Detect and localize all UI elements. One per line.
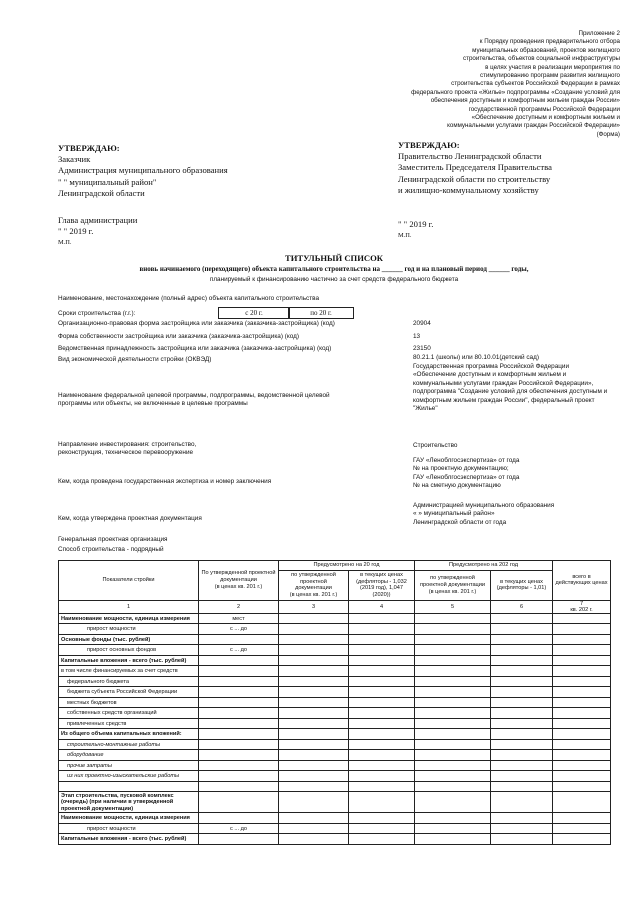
row-cell <box>491 739 553 750</box>
investment-value: Строительство <box>413 442 458 449</box>
row-label: прирост мощности <box>59 823 199 834</box>
stamp-place: М.П. <box>58 239 72 247</box>
row-label: Основные фонды (тыс. рублей) <box>59 634 199 645</box>
table-row <box>59 771 611 782</box>
row-cell <box>279 708 349 719</box>
row-cell <box>349 718 415 729</box>
table-row <box>59 676 611 687</box>
row-doc-value <box>199 697 279 708</box>
row-cell <box>491 676 553 687</box>
col-number: 5 <box>415 600 491 613</box>
expertise-line: ГАУ «Леноблгосэкспертиза» от года <box>413 473 520 481</box>
row-label: оборудование <box>59 750 199 761</box>
table-body <box>59 613 611 844</box>
row-cell <box>349 687 415 698</box>
field-departmental-value: 23150 <box>413 345 431 352</box>
row-doc-value <box>199 655 279 666</box>
row-cell <box>415 823 491 834</box>
approve-left-sign <box>58 215 318 249</box>
approve-left-line: Заказчик <box>58 154 91 165</box>
row-cell <box>553 792 611 813</box>
period-from: с 20 г. <box>218 307 290 319</box>
row-cell <box>349 781 415 792</box>
approval-line: « » муниципальный район» <box>413 510 495 518</box>
row-label: местных бюджетов <box>59 697 199 708</box>
row-cell <box>349 760 415 771</box>
appendix-line: коммунальными услугами граждан Российской Федерации» <box>447 122 620 130</box>
row-cell <box>349 792 415 813</box>
row-cell <box>349 813 415 824</box>
field-ownership: Форма собственности застройщика или заказчика (заказчика-застройщика) (код) <box>58 333 300 340</box>
appendix-line: «Обеспечение доступным и комфортным жильем и <box>471 114 620 122</box>
row-cell <box>491 718 553 729</box>
approve-right-line: и жилищно-коммунальному хозяйству <box>398 184 539 195</box>
header-plan1-doc <box>279 570 349 600</box>
col-number: 6 <box>491 600 553 613</box>
row-label: строительно-монтажные работы <box>59 739 199 750</box>
header-total <box>553 561 611 601</box>
approve-right-line: Заместитель Председателя Правительства <box>398 162 552 173</box>
row-cell <box>553 624 611 635</box>
appendix-line: в целях участия в реализации мероприятия по <box>485 63 620 71</box>
row-doc-value <box>199 708 279 719</box>
table-row <box>59 760 611 771</box>
row-cell <box>553 781 611 792</box>
row-cell <box>349 729 415 740</box>
row-cell <box>279 687 349 698</box>
row-label: Наименование мощности, единица измерения <box>59 613 199 624</box>
header-plan-year1: Предусмотрено на 20 год <box>279 561 415 571</box>
table-row <box>59 813 611 824</box>
approval-line: Администрацией муниципального образования <box>413 502 555 509</box>
row-cell <box>279 760 349 771</box>
row-cell <box>415 655 491 666</box>
appendix-line: (Форма) <box>596 130 620 138</box>
total-unit: кв. 202 г. <box>570 606 593 613</box>
row-cell <box>415 687 491 698</box>
expertise-label: Кем, когда проведена государственная экспертиза и номер заключения <box>58 478 272 485</box>
row-label: прочие затраты <box>59 760 199 771</box>
field-okved: Вид экономической деятельности стройки (ОКВЭД) <box>58 356 212 363</box>
row-cell <box>415 750 491 761</box>
row-cell <box>279 697 349 708</box>
row-cell <box>349 613 415 624</box>
row-cell <box>279 624 349 635</box>
row-doc-value: мест <box>199 613 279 624</box>
col-number: 2 <box>199 600 279 613</box>
approve-right-title: УТВЕРЖДАЮ: <box>398 140 460 150</box>
header-indicators: Показатели стройки <box>59 561 199 601</box>
row-label: Капитальные вложения - всего (тыс. рублей) <box>59 655 199 666</box>
appendix-line: строительства, объектов социальной инфраструктуры <box>463 55 620 63</box>
row-cell <box>349 739 415 750</box>
col-number-value: 7 <box>579 600 584 607</box>
table-row <box>59 655 611 666</box>
row-doc-value <box>199 676 279 687</box>
appendix-line: Приложение 2 <box>578 30 620 37</box>
row-cell <box>279 729 349 740</box>
approval-value <box>413 502 613 527</box>
row-cell <box>491 708 553 719</box>
row-cell <box>491 634 553 645</box>
header-plan2-doc <box>415 570 491 600</box>
row-cell <box>553 634 611 645</box>
row-doc-value <box>199 634 279 645</box>
header-plan2-doc-unit: (в ценах кв. 201 г.) <box>428 588 477 595</box>
appendix-block <box>330 30 620 139</box>
approve-left-line: Администрация муниципального образования <box>58 165 228 176</box>
field-terms: Сроки строительства (г.г.): <box>58 310 136 317</box>
row-cell <box>415 781 491 792</box>
row-cell <box>553 834 611 845</box>
row-cell <box>349 771 415 782</box>
table-row <box>59 687 611 698</box>
appendix-line: стимулированию программ развития жилищного <box>479 72 620 80</box>
expertise-line: № на сметную документацию <box>413 482 501 490</box>
table-row <box>59 613 611 624</box>
row-cell <box>415 624 491 635</box>
field-departmental: Ведомственная принадлежность застройщика или заказчика (заказчика-застройщика) (код) <box>58 345 332 352</box>
field-object-name: Наименование, местонахождение (полный адрес) объекта капитального строительства <box>58 295 320 302</box>
row-cell <box>553 813 611 824</box>
col-number <box>553 600 611 613</box>
row-label: Из общего объема капитальных вложений: <box>59 729 199 740</box>
row-cell <box>553 645 611 656</box>
approve-left-title: УТВЕРЖДАЮ: <box>58 143 120 153</box>
row-doc-value <box>199 750 279 761</box>
approve-left <box>58 143 318 199</box>
row-label: прирост основных фондов <box>59 645 199 656</box>
row-cell <box>349 834 415 845</box>
construction-method: Способ строительства - подрядный <box>58 546 164 553</box>
row-cell <box>491 834 553 845</box>
row-cell <box>491 792 553 813</box>
row-doc-value <box>199 687 279 698</box>
row-cell <box>553 771 611 782</box>
row-cell <box>553 750 611 761</box>
row-cell <box>415 697 491 708</box>
row-cell <box>553 676 611 687</box>
header-plan1-doc-unit: (в ценах кв. 201 г.) <box>289 592 338 599</box>
approve-right-line: Ленинградской области по строительству <box>398 173 551 184</box>
row-cell <box>279 792 349 813</box>
row-cell <box>491 729 553 740</box>
program-value: Государственная программа Российской Федерации «Обеспечение доступным и комфортным жильем и коммунальными услугами граждан Российской Федерации», подпрограмма "Создание условий для обеспечения доступным и комфортным жильем граждан России", федеральный проект "Жилье" <box>413 363 608 413</box>
row-label: прирост мощности <box>59 624 199 635</box>
period-to: по 20 г. <box>288 307 354 319</box>
row-cell <box>279 771 349 782</box>
row-cell <box>415 718 491 729</box>
field-legal-form: Организационно-правовая форма застройщика или заказчика (заказчика-застройщика) (код) <box>58 320 335 327</box>
row-cell <box>491 750 553 761</box>
row-cell <box>553 697 611 708</box>
row-cell <box>553 823 611 834</box>
row-cell <box>415 666 491 677</box>
table-row <box>59 718 611 729</box>
row-cell <box>279 813 349 824</box>
row-cell <box>279 655 349 666</box>
row-cell <box>491 645 553 656</box>
row-cell <box>349 634 415 645</box>
row-cell <box>491 624 553 635</box>
row-cell <box>415 813 491 824</box>
row-doc-value <box>199 729 279 740</box>
row-cell <box>279 645 349 656</box>
doc-subtitle: вновь начинаемого (переходящего) объекта капитального строительства на ______ год и на плановый период ______ годы, <box>139 265 529 273</box>
row-cell <box>415 739 491 750</box>
field-ownership-value: 13 <box>413 333 421 340</box>
row-cell <box>279 676 349 687</box>
row-cell <box>279 750 349 761</box>
sign-date: " " 2019 г. <box>58 226 94 237</box>
col-number: 3 <box>279 600 349 613</box>
header-plan-year2: Предусмотрено на 202 год <box>415 561 553 571</box>
program-label: Наименование федеральной целевой программы, подпрограммы, ведомственной целевой программы или объекты, не включенные в целевые программы <box>58 392 330 408</box>
row-cell <box>349 645 415 656</box>
row-cell <box>415 729 491 740</box>
row-cell <box>279 666 349 677</box>
row-cell <box>279 613 349 624</box>
row-cell <box>349 655 415 666</box>
row-cell <box>279 718 349 729</box>
row-cell <box>553 655 611 666</box>
row-label: бюджета субъекта Российской Федерации <box>59 687 199 698</box>
table-row <box>59 792 611 813</box>
stamp-place: М.П. <box>398 232 412 240</box>
row-cell <box>415 760 491 771</box>
table-row <box>59 666 611 677</box>
row-doc-value <box>199 813 279 824</box>
field-okved-value: 80.21.1 (школы) или 80.10.01(детский сад) <box>413 354 539 361</box>
doc-subtitle-2: планируемый к финансированию частично за счет средств федерального бюджета <box>209 276 459 283</box>
row-label <box>59 781 199 792</box>
row-label: в том числе финансируемых за счет средств <box>59 666 199 677</box>
row-cell <box>491 655 553 666</box>
row-doc-value <box>199 834 279 845</box>
table-row <box>59 624 611 635</box>
row-cell <box>349 750 415 761</box>
row-cell <box>349 624 415 635</box>
doc-title: ТИТУЛЬНЫЙ СПИСОК <box>284 253 384 263</box>
row-cell <box>491 687 553 698</box>
header-plan2-current: в текущих ценах (дефляторы - 1,01) <box>491 570 553 600</box>
header-plan2-doc-text: по утвержденной проектной документации <box>419 575 486 588</box>
row-cell <box>415 634 491 645</box>
approve-left-line: " " муниципальный район" <box>58 176 157 187</box>
approve-left-line: Ленинградской области <box>58 187 145 198</box>
row-label: из них проектно-изыскательские работы <box>59 771 199 782</box>
row-cell <box>279 834 349 845</box>
approval-label: Кем, когда утверждена проектная документация <box>58 515 202 522</box>
general-designer: Генеральная проектная организация <box>58 536 168 543</box>
row-doc-value <box>199 771 279 782</box>
approve-right-sign <box>398 219 618 241</box>
row-label: собственных средств организаций <box>59 708 199 719</box>
row-cell <box>415 708 491 719</box>
row-cell <box>415 645 491 656</box>
row-label: Этап строительства, пусковой комплекс (очередь) (при наличии в утвержденной проектной документации) <box>59 792 199 813</box>
header-plan1-current: в текущих ценах (дефляторы - 1,032 (2019 год), 1,047 (2020)) <box>349 570 415 600</box>
approval-line: Ленинградской области от года <box>413 518 507 526</box>
table-row <box>59 645 611 656</box>
header-approved-doc <box>199 561 279 601</box>
row-doc-value <box>199 666 279 677</box>
head-label: Глава администрации <box>58 215 138 225</box>
header-approved-doc-unit: (в ценах кв. 201 г.) <box>214 583 263 590</box>
row-cell <box>349 666 415 677</box>
table-row <box>59 708 611 719</box>
table-row <box>59 750 611 761</box>
row-cell <box>491 697 553 708</box>
expertise-line: ГАУ «Леноблгосэкспертиза» от года <box>413 457 520 464</box>
table-row <box>59 739 611 750</box>
table-row <box>59 729 611 740</box>
row-cell <box>279 634 349 645</box>
appendix-line: строительства субъектов Российской Федерации в рамках <box>451 80 620 88</box>
row-label: Наименование мощности, единица измерения <box>59 813 199 824</box>
row-cell <box>349 708 415 719</box>
row-doc-value <box>199 781 279 792</box>
row-cell <box>553 708 611 719</box>
expertise-line: № на проектную документацию; <box>413 465 509 473</box>
approve-right <box>398 140 618 196</box>
col-number: 1 <box>59 600 199 613</box>
expertise-value <box>413 457 613 491</box>
col-number: 4 <box>349 600 415 613</box>
table-row <box>59 697 611 708</box>
table-row <box>59 634 611 645</box>
row-cell <box>491 613 553 624</box>
header-total-text: всего в действующих ценах <box>555 573 608 587</box>
appendix-line: государственной программы Российской Федерации <box>468 105 620 113</box>
row-cell <box>349 697 415 708</box>
row-cell <box>491 781 553 792</box>
row-doc-value: с ... до <box>199 823 279 834</box>
row-cell <box>553 760 611 771</box>
investment-label: Направление инвестирования: строительство, реконструкция, техническое перевооружение <box>58 441 197 457</box>
row-cell <box>415 792 491 813</box>
appendix-line: федерального проекта «Жилье» подпрограммы «Создание условий для <box>411 88 620 96</box>
field-legal-form-value: 20904 <box>413 320 431 327</box>
approve-right-line: Правительство Ленинградской области <box>398 151 542 162</box>
row-doc-value <box>199 718 279 729</box>
row-label: Капитальные вложения - всего (тыс. рублей) <box>59 834 199 845</box>
header-plan1-doc-text: по утвержденной проектной документации <box>291 571 336 592</box>
appendix-line: муниципальных образований, проектов жилищного <box>472 46 620 54</box>
table-row <box>59 823 611 834</box>
row-cell <box>491 666 553 677</box>
appendix-line: к Порядку проведения предварительного отбора <box>479 38 620 46</box>
row-doc-value: с ... до <box>199 624 279 635</box>
table-row <box>59 834 611 845</box>
row-cell <box>491 760 553 771</box>
row-cell <box>491 771 553 782</box>
indicators-table <box>58 560 611 845</box>
row-cell <box>553 613 611 624</box>
sign-date: " " 2019 г. <box>398 219 434 229</box>
row-cell <box>491 823 553 834</box>
row-doc-value <box>199 760 279 771</box>
row-cell <box>553 729 611 740</box>
row-cell <box>415 613 491 624</box>
row-doc-value <box>199 739 279 750</box>
row-label: федерального бюджета <box>59 676 199 687</box>
row-cell <box>553 718 611 729</box>
row-cell <box>491 813 553 824</box>
row-cell <box>349 676 415 687</box>
table-row <box>59 781 611 792</box>
header-approved-doc-text: По утвержденной проектной документации <box>201 570 276 584</box>
row-cell <box>553 687 611 698</box>
row-doc-value <box>199 792 279 813</box>
row-cell <box>415 771 491 782</box>
row-cell <box>279 739 349 750</box>
appendix-line: обеспечения доступным и комфортным жильем граждан России» <box>430 97 620 105</box>
row-cell <box>415 834 491 845</box>
row-cell <box>415 676 491 687</box>
row-cell <box>279 823 349 834</box>
row-cell <box>553 666 611 677</box>
row-cell <box>349 823 415 834</box>
row-cell <box>279 781 349 792</box>
row-cell <box>553 739 611 750</box>
row-doc-value: с ... до <box>199 645 279 656</box>
row-label: привлеченных средств <box>59 718 199 729</box>
